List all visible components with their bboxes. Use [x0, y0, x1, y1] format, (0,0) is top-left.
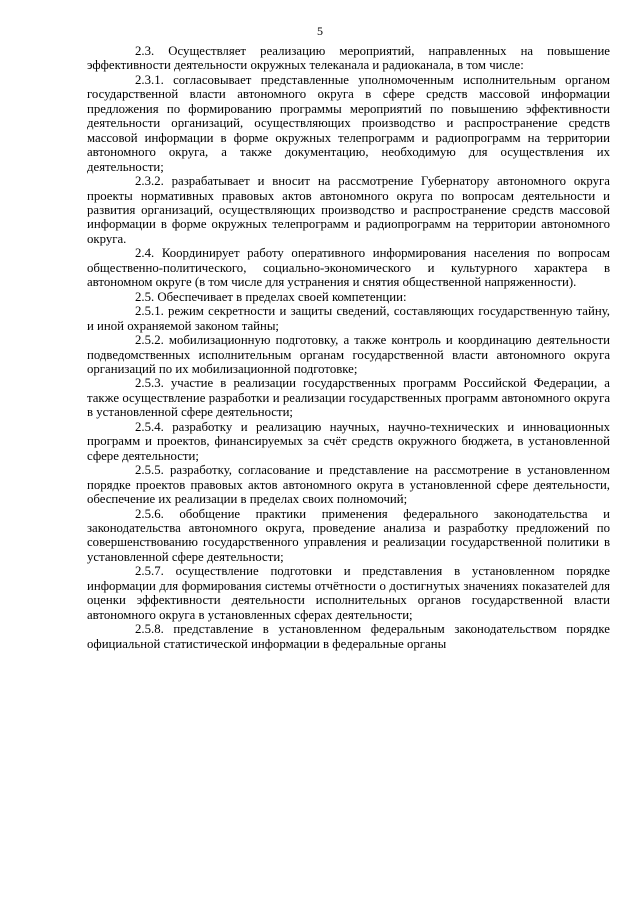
paragraph-2-5-6: 2.5.6. обобщение практики применения федерального законодательства и законодательства автономного округа, проведение анализа и разработку предложений по совершенствованию государственного управления и реализации государственной политики в установленной сфере деятельности;: [87, 506, 610, 564]
paragraph-2-3-1: 2.3.1. согласовывает представленные уполномоченным исполнительным органом государственной власти автономного округа в сфере средств массовой информации предложения по формированию программы мероприятий по повышению эффективности деятельности организаций, осуществляющих производство и распространение средств массовой информации в форме окружных телепрограмм и радиопрограмм на территории автономного округа, а также документацию, необходимую для осуществления их деятельности;: [87, 72, 610, 174]
paragraph-2-5-8: 2.5.8. представление в установленном федеральным законодательством порядке официальной статистической информации в федеральные органы: [87, 622, 610, 651]
paragraph-2-5-1: 2.5.1. режим секретности и защиты сведений, составляющих государственную тайну, и иной охраняемой законом тайны;: [87, 304, 610, 333]
paragraph-2-4: 2.4. Координирует работу оперативного информирования населения по вопросам общественно-политического, социально-экономического и культурного характера в автономном округе (в том числе для устранения и снятия общественной напряженности).: [87, 246, 610, 290]
paragraph-2-5-5: 2.5.5. разработку, согласование и представление на рассмотрение в установленном порядке проектов правовых актов автономного округа в установленной сфере деятельности, обеспечение их реализации в пределах своих полномочий;: [87, 463, 610, 507]
page-number: 5: [317, 24, 323, 38]
paragraph-2-5-3: 2.5.3. участие в реализации государственных программ Российской Федерации, а также осуществление разработки и реализации государственных программ автономного округа в установленной сфере деятельности;: [87, 376, 610, 420]
paragraph-2-5-2: 2.5.2. мобилизационную подготовку, а также контроль и координацию деятельности подведомственных исполнительным органам государственной власти автономного округа организаций по их мобилизационной подготовке;: [87, 333, 610, 376]
paragraph-2-5-4: 2.5.4. разработку и реализацию научных, научно-технических и инновационных программ и проектов, финансируемых за счёт средств окружного бюджета, в установленной сфере деятельности;: [87, 419, 610, 463]
paragraph-2-3: 2.3. Осуществляет реализацию мероприятий, направленных на повышение эффективности деятельности окружных телеканала и радиоканала, в том числе:: [87, 44, 610, 73]
document-body: [87, 44, 610, 651]
paragraph-2-3-2: 2.3.2. разрабатывает и вносит на рассмотрение Губернатору автономного округа проекты нормативных правовых актов автономного округа по вопросам деятельности и развития организаций, осуществляющих производство и распространение средств массовой информации в форме окружных телепрограмм и радиопрограмм на территории автономного округа.: [87, 174, 610, 246]
paragraph-2-5: 2.5. Обеспечивает в пределах своей компетенции:: [135, 289, 407, 304]
paragraph-2-5-7: 2.5.7. осуществление подготовки и представления в установленном порядке информации для формирования системы отчётности о достигнутых значениях показателей для оценки эффективности деятельности исполнительных органов государственной власти автономного округа в установленных сферах деятельности;: [87, 564, 610, 622]
